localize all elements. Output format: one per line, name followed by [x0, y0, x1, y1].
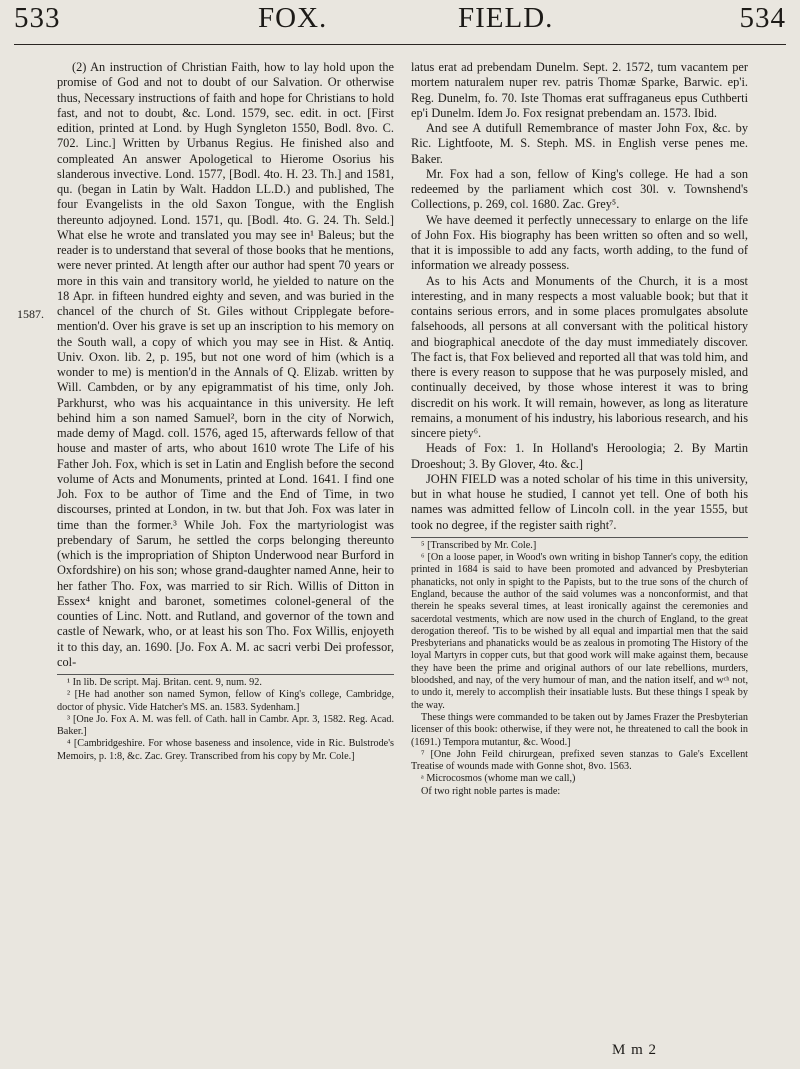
footnote: These things were commanded to be taken out by James Frazer the Presbyterian licenser of this book: otherwise, if they were not, he threatened to call the book in (1691.) Tempora mutantur, &c. Wood.] [411, 711, 748, 748]
right-paragraph: latus erat ad prebendam Dunelm. Sept. 2. 1572, tum vacantem per mortem naturalem nuper rev. patris Thomæ Sparke, Barwic. ep'i. Reg. Dunelm, fo. 70. Iste Thomas erat suffraganeus epus Cuthberti ep'i Dunelm. Idem Jo. Fox resignat prebendam an. 1573. Ibid. [411, 60, 748, 120]
footnote-separator [57, 674, 394, 675]
footnote-separator [411, 537, 748, 538]
right-paragraph: Mr. Fox had a son, fellow of King's college. He had a son redeemed by the parliament which cost 30l. v. Townshend's Collections, p. 269, col. 1680. Zac. Grey⁵. [411, 166, 748, 212]
right-paragraph: We have deemed it perfectly unnecessary to enlarge on the life of John Fox. His biography has been written so often and so well, that it is impossible to add any facts, worth adding, to the fund of information we already possess. [411, 212, 748, 273]
page-header [0, 0, 800, 58]
right-paragraph: JOHN FIELD was a noted scholar of his time in this university, but in what house he studied, I cannot yet tell. One of both his names was admitted fellow of Lincoln coll. in the year 1555, but took no degree, if the register saith right⁷. [411, 471, 748, 532]
right-paragraph: And see A dutifull Remembrance of master John Fox, &c. by Ric. Lightfoote, M. S. Steph. MS. in English verse penes me. Baker. [411, 121, 748, 166]
footnote: ⁴ [Cambridgeshire. For whose baseness and insolence, vide in Ric. Bulstrode's Memoirs, p. 1:8, &c. Zac. Grey. Transcribed from his copy by Mr. Cole.] [57, 738, 394, 762]
running-head-right: FIELD. [458, 2, 554, 34]
footnote: Of two right noble partes is made: [421, 785, 561, 797]
running-head-left: FOX. [258, 2, 328, 34]
footnote: ² [He had another son named Symon, fellow of King's college, Cambridge, doctor of physic. Vide Hatcher's MS. an. 1583. Sydenham.] [57, 689, 394, 713]
footnote: ¹ In lib. De script. Maj. Britan. cent. 9, num. 92. [67, 677, 262, 688]
footnote: ³ [One Jo. Fox A. M. was fell. of Cath. hall in Cambr. Apr. 3, 1582. Reg. Acad. Baker.] [57, 713, 394, 738]
right-paragraph: Heads of Fox: 1. In Holland's Heroologia; 2. By Martin Droeshout; 3. By Glover, 4to. &c.] [411, 441, 748, 471]
footnote: ⁶ [On a loose paper, in Wood's own writing in bishop Tanner's copy, the edition printed in 1684 is said to have been promoted and advanced by Presbyterian phanaticks, not only in spight to the Papists, but to the true sons of the church of England, because the author of the said volumes was a nonconformist, and that therein he speaks several times, at least ironically against the ceremonies and sacerdotal vestments, which are now used in the church of England, to the great derogation thereof. 'Tis to be wished by all equal and impartial men that the said Presbyterians and phanaticks would be as zealous in promoting The History of the loyal Martyrs in copper cuts, but that good work will make against them, because they have been the prime and original authors of our late rebellions, murders, bloodshed, and nay, of the very humour of man, and the nation itself, and wᶜʰ not, to undo it, merely to accomplish their insatiable lusts. But these things I speak by the way. [411, 552, 748, 711]
footnote: ⁷ [One John Feild chirurgean, prefixed seven stanzas to Gale's Excellent Treatise of wounds made with Gonne shot, 8vo. 1563. [411, 748, 748, 773]
footnote: ᵃ Microcosmos (whome man we call,) [421, 773, 576, 785]
page-number-right: 534 [739, 2, 786, 34]
left-column [57, 60, 394, 763]
header-rule [14, 44, 786, 45]
right-column [411, 60, 748, 798]
footnote: ⁵ [Transcribed by Mr. Cole.] [421, 539, 537, 551]
right-paragraph: As to his Acts and Monuments of the Church, it is a most interesting, and in many respects a most valuable book; but that it contains serious errors, and in some places promulgates absolute falsehoods, all persons at all conversant with the political history and biographical anecdote of the day must immediately discover. The fact is, that Fox believed and reported all that was told him, and there is every reason to suppose that he was purposely misled, and continually deceived, by those whose interest it was to bring discredit on his work. It will remain, however, as long as literature remains, a monument of his industry, his laborious research, and his sincere piety⁶. [411, 273, 748, 440]
margin-year: 1587. [17, 307, 44, 321]
page-number-left: 533 [14, 2, 61, 34]
left-paragraph: (2) An instruction of Christian Faith, how to lay hold upon the promise of God and not to doubt of our Salvation. Or otherwise thus, Necessary instructions of faith and hope for Christians to hold fast, and not to doubt, &c. Lond. 1579, sec. edit. in oct. [First edition, printed at Lond. by Hugh Syngleton 1550, Bodl. 8vo. C. 702. Linc.] Written by Urbanus Regius. He finished also and compleated An answer Apologetical to Hierome Osorius his slanderous invective. Lond. 1577, [Bodl. 4to. H. 23. Th.] and 1581, qu. (began in Latin by Walt. Haddon LL.D.) and published, The four Evangelists in the old Saxon Tongue, with the English thereunto adjoyned. Lond. 1571, qu. [Bodl. 4to. G. 24. Th. Seld.] What else he wrote and translated you may see in¹ Baleus; but the reader is to understand that several of those books that he mentions, were never printed. At length after our author had spent 70 years or more in this vain and transitory world, he yielded to nature on the 18 Apr. in fifteen hundred eighty and seven, and was buried in the chancel of the church of St. Giles without Cripplegate before-mention'd. Over his grave is set up an inscription to his memory on the South wall, a copy of which you may see in Hist. & Antiq. Univ. Oxon. lib. 2, p. 195, but not one word of him (which is a wonder to me) is mention'd in the Annals of Q. Elizab. written by Will. Cambden, or by any epigrammatist of his time, only Joh. Parkhurst, who was his acquaintance in this university. He left behind him a son named Samuel², born in the city of Norwich, made demy of Magd. coll. 1576, aged 15, afterwards fellow of that house and master of arts, who about 1610 wrote The Life of his Father Joh. Fox, which is set in Latin and English before the second volume of Acts and Monuments, printed at Lond. 1641. I find one Joh. Fox to be author of Time and the End of Time, in two discourses, printed at London, in tw. but that Joh. Fox was later in time than the former.³ While Joh. Fox the martyriologist was prebendary of Sarum, he settled the corps belonging thereunto (which is the impropriation of Shipton Underwood near Burford in Oxfordshire) on his son; whose grand-daughter named Anne, heir to her father Tho. Fox, was married to sir Rich. Willis of Ditton in Essex⁴ knight and baronet, sometimes colonel-general of the counties of Linc. Nott. and Rutland, and governor of the town and castle of Newark, who, or at least his son Tho. Fox Willis, enjoyeth it to this day, an. 1690. [Jo. Fox A. M. ac sacri verbi Dei professor, col- [57, 60, 394, 669]
signature-mark: M m 2 [612, 1042, 658, 1058]
